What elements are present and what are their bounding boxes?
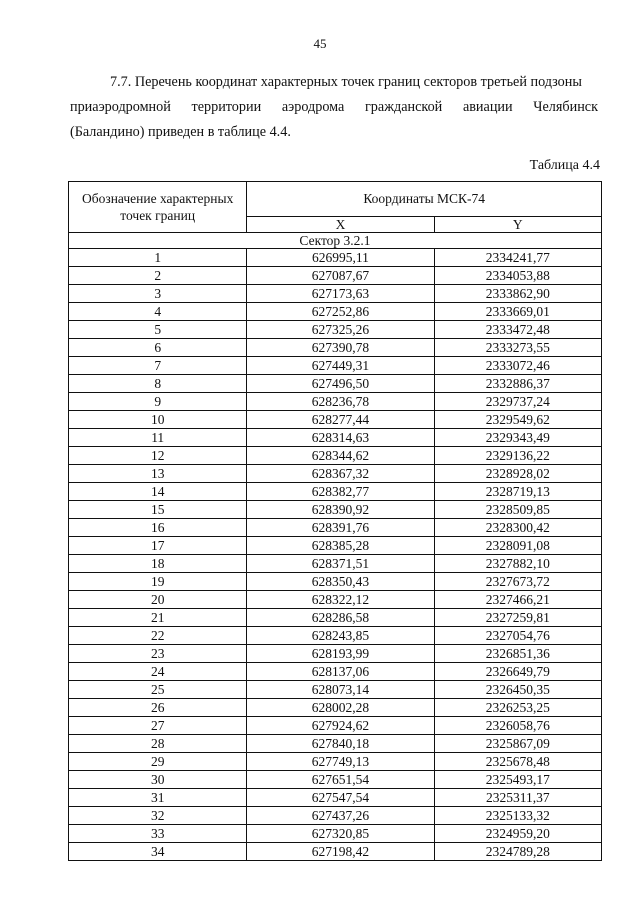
table-row xyxy=(69,663,602,681)
table-row xyxy=(69,483,602,501)
x-coordinate-cell: 628073,14 xyxy=(247,681,434,699)
point-number-cell: 17 xyxy=(69,537,247,555)
y-coordinate-cell: 2333669,01 xyxy=(434,303,601,321)
y-coordinate-cell: 2327466,21 xyxy=(434,591,601,609)
point-number-cell: 32 xyxy=(69,807,247,825)
point-number-cell: 16 xyxy=(69,519,247,537)
y-coordinate-cell: 2334241,77 xyxy=(434,249,601,267)
x-coordinate-cell: 628390,92 xyxy=(247,501,434,519)
y-coordinate-cell: 2333862,90 xyxy=(434,285,601,303)
table-row xyxy=(69,717,602,735)
point-number-cell: 2 xyxy=(69,267,247,285)
point-number-cell: 9 xyxy=(69,393,247,411)
point-number-cell: 23 xyxy=(69,645,247,663)
table-row xyxy=(69,735,602,753)
intro-line-2: приаэродромной территории аэродрома гражданской авиации Челябинск xyxy=(70,99,598,115)
point-number-cell: 13 xyxy=(69,465,247,483)
table-row xyxy=(69,681,602,699)
point-number-cell: 12 xyxy=(69,447,247,465)
table-row xyxy=(69,609,602,627)
y-coordinate-cell: 2328300,42 xyxy=(434,519,601,537)
coordinates-table xyxy=(68,181,602,861)
table-row xyxy=(69,303,602,321)
table-row xyxy=(69,375,602,393)
y-coordinate-cell: 2326649,79 xyxy=(434,663,601,681)
x-coordinate-cell: 628137,06 xyxy=(247,663,434,681)
table-row xyxy=(69,771,602,789)
point-number-cell: 25 xyxy=(69,681,247,699)
y-coordinate-cell: 2325493,17 xyxy=(434,771,601,789)
y-coordinate-cell: 2329549,62 xyxy=(434,411,601,429)
table-row xyxy=(69,465,602,483)
point-number-cell: 6 xyxy=(69,339,247,357)
x-coordinate-cell: 627087,67 xyxy=(247,267,434,285)
header-points: Обозначение характерных точек границ xyxy=(69,182,247,233)
intro-paragraph xyxy=(70,70,598,145)
point-number-cell: 14 xyxy=(69,483,247,501)
table-row xyxy=(69,285,602,303)
point-number-cell: 4 xyxy=(69,303,247,321)
y-coordinate-cell: 2328928,02 xyxy=(434,465,601,483)
table-row xyxy=(69,555,602,573)
x-coordinate-cell: 627320,85 xyxy=(247,825,434,843)
point-number-cell: 30 xyxy=(69,771,247,789)
x-coordinate-cell: 627198,42 xyxy=(247,843,434,861)
table-caption: Таблица 4.4 xyxy=(529,158,600,173)
x-coordinate-cell: 628243,85 xyxy=(247,627,434,645)
point-number-cell: 1 xyxy=(69,249,247,267)
x-coordinate-cell: 628367,32 xyxy=(247,465,434,483)
table-row xyxy=(69,411,602,429)
x-coordinate-cell: 628371,51 xyxy=(247,555,434,573)
point-number-cell: 7 xyxy=(69,357,247,375)
point-number-cell: 3 xyxy=(69,285,247,303)
y-coordinate-cell: 2333273,55 xyxy=(434,339,601,357)
y-coordinate-cell: 2327054,76 xyxy=(434,627,601,645)
x-coordinate-cell: 628193,99 xyxy=(247,645,434,663)
x-coordinate-cell: 627749,13 xyxy=(247,753,434,771)
x-coordinate-cell: 628385,28 xyxy=(247,537,434,555)
x-coordinate-cell: 628391,76 xyxy=(247,519,434,537)
y-coordinate-cell: 2334053,88 xyxy=(434,267,601,285)
point-number-cell: 31 xyxy=(69,789,247,807)
table-row xyxy=(69,789,602,807)
y-coordinate-cell: 2333472,48 xyxy=(434,321,601,339)
point-number-cell: 8 xyxy=(69,375,247,393)
x-coordinate-cell: 628322,12 xyxy=(247,591,434,609)
table-row xyxy=(69,321,602,339)
table-row xyxy=(69,393,602,411)
table-row xyxy=(69,357,602,375)
table-row xyxy=(69,267,602,285)
y-coordinate-cell: 2325867,09 xyxy=(434,735,601,753)
table-row xyxy=(69,429,602,447)
x-coordinate-cell: 628350,43 xyxy=(247,573,434,591)
y-coordinate-cell: 2328719,13 xyxy=(434,483,601,501)
y-coordinate-cell: 2332886,37 xyxy=(434,375,601,393)
y-coordinate-cell: 2329343,49 xyxy=(434,429,601,447)
point-number-cell: 24 xyxy=(69,663,247,681)
point-number-cell: 28 xyxy=(69,735,247,753)
point-number-cell: 15 xyxy=(69,501,247,519)
point-number-cell: 34 xyxy=(69,843,247,861)
y-coordinate-cell: 2328091,08 xyxy=(434,537,601,555)
header-y: Y xyxy=(434,217,601,233)
point-number-cell: 33 xyxy=(69,825,247,843)
y-coordinate-cell: 2324789,28 xyxy=(434,843,601,861)
table-row xyxy=(69,645,602,663)
table-row xyxy=(69,573,602,591)
table-row xyxy=(69,627,602,645)
sector-label: Сектор 3.2.1 xyxy=(69,233,602,249)
x-coordinate-cell: 628286,58 xyxy=(247,609,434,627)
table-row xyxy=(69,519,602,537)
x-coordinate-cell: 627651,54 xyxy=(247,771,434,789)
intro-line-3: (Баландино) приведен в таблице 4.4. xyxy=(70,124,291,140)
table-row xyxy=(69,591,602,609)
y-coordinate-cell: 2325133,32 xyxy=(434,807,601,825)
header-coordinates: Координаты МСК-74 xyxy=(247,182,602,217)
y-coordinate-cell: 2329737,24 xyxy=(434,393,601,411)
point-number-cell: 27 xyxy=(69,717,247,735)
y-coordinate-cell: 2326058,76 xyxy=(434,717,601,735)
point-number-cell: 26 xyxy=(69,699,247,717)
table-row xyxy=(69,843,602,861)
y-coordinate-cell: 2333072,46 xyxy=(434,357,601,375)
x-coordinate-cell: 627547,54 xyxy=(247,789,434,807)
x-coordinate-cell: 627437,26 xyxy=(247,807,434,825)
y-coordinate-cell: 2325311,37 xyxy=(434,789,601,807)
point-number-cell: 22 xyxy=(69,627,247,645)
table-row xyxy=(69,807,602,825)
y-coordinate-cell: 2329136,22 xyxy=(434,447,601,465)
table-row xyxy=(69,699,602,717)
x-coordinate-cell: 627924,62 xyxy=(247,717,434,735)
x-coordinate-cell: 627173,63 xyxy=(247,285,434,303)
x-coordinate-cell: 627449,31 xyxy=(247,357,434,375)
x-coordinate-cell: 627390,78 xyxy=(247,339,434,357)
x-coordinate-cell: 628236,78 xyxy=(247,393,434,411)
y-coordinate-cell: 2324959,20 xyxy=(434,825,601,843)
table-row xyxy=(69,753,602,771)
point-number-cell: 10 xyxy=(69,411,247,429)
page-number: 45 xyxy=(313,36,327,51)
y-coordinate-cell: 2326851,36 xyxy=(434,645,601,663)
x-coordinate-cell: 627325,26 xyxy=(247,321,434,339)
x-coordinate-cell: 627252,86 xyxy=(247,303,434,321)
x-coordinate-cell: 628277,44 xyxy=(247,411,434,429)
x-coordinate-cell: 627496,50 xyxy=(247,375,434,393)
point-number-cell: 21 xyxy=(69,609,247,627)
point-number-cell: 18 xyxy=(69,555,247,573)
x-coordinate-cell: 628314,63 xyxy=(247,429,434,447)
y-coordinate-cell: 2326253,25 xyxy=(434,699,601,717)
table-row xyxy=(69,501,602,519)
y-coordinate-cell: 2325678,48 xyxy=(434,753,601,771)
y-coordinate-cell: 2327882,10 xyxy=(434,555,601,573)
x-coordinate-cell: 627840,18 xyxy=(247,735,434,753)
x-coordinate-cell: 628382,77 xyxy=(247,483,434,501)
table-row xyxy=(69,537,602,555)
x-coordinate-cell: 628002,28 xyxy=(247,699,434,717)
table-row xyxy=(69,447,602,465)
y-coordinate-cell: 2327673,72 xyxy=(434,573,601,591)
point-number-cell: 29 xyxy=(69,753,247,771)
point-number-cell: 19 xyxy=(69,573,247,591)
x-coordinate-cell: 626995,11 xyxy=(247,249,434,267)
x-coordinate-cell: 628344,62 xyxy=(247,447,434,465)
point-number-cell: 20 xyxy=(69,591,247,609)
y-coordinate-cell: 2328509,85 xyxy=(434,501,601,519)
table-row xyxy=(69,339,602,357)
point-number-cell: 5 xyxy=(69,321,247,339)
intro-line-1: 7.7. Перечень координат характерных точек границ секторов третьей подзоны xyxy=(110,74,582,90)
point-number-cell: 11 xyxy=(69,429,247,447)
header-x: X xyxy=(247,217,434,233)
y-coordinate-cell: 2326450,35 xyxy=(434,681,601,699)
table-body xyxy=(69,233,602,861)
y-coordinate-cell: 2327259,81 xyxy=(434,609,601,627)
table-row xyxy=(69,825,602,843)
table-row xyxy=(69,249,602,267)
